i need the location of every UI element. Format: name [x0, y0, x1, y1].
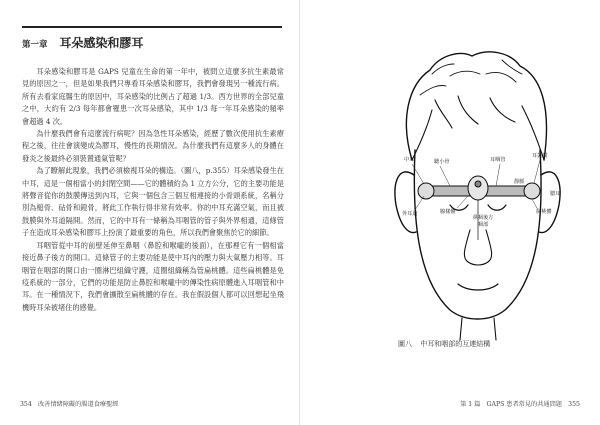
chapter-number: 第一章	[22, 40, 48, 50]
chapter-title: 耳朵感染和膠耳	[59, 36, 144, 50]
label-adenoid: 腺樣體	[440, 209, 456, 215]
paragraph: 耳朵感染和膠耳是 GAPS 兒童在生命的第一年中，被問立這麼多抗生素最常見的原因之一，但是如果我們只專看耳朵感染和膠耳，我們會發現另一種流行病。所有去看家庭醫生的原因中，耳朵感染的比例占了超過 1/3。西方世界的全部兒童之中，大約有 2/3 每年都會罹患一次耳朵感染，其中 1/3 每一年耳朵感染的頻率會超過 4 次。	[22, 67, 284, 126]
chapter-heading	[22, 34, 143, 51]
label-ear-canal: 外耳道	[402, 211, 418, 217]
label-tonsil: 扁桃體	[536, 209, 552, 215]
eustachian-tube-diagram	[418, 176, 540, 240]
mouth	[458, 284, 498, 290]
label-vessel: 靜脈	[514, 179, 525, 185]
label-cochlea: 耳鼓膜	[532, 153, 548, 159]
label-middle-ear: 中耳	[404, 157, 415, 163]
chapter-rule	[22, 26, 282, 28]
figure-caption-text: 中耳和咽部的互連結構	[420, 340, 491, 348]
body-text	[22, 66, 284, 314]
right-ear	[539, 172, 560, 233]
figure-number: 圖八	[398, 340, 412, 348]
paragraph: 為什麼我們會有這麼流行病呢？因為急性耳朵感染，經歷了數次使用抗生素療程之後，往往會演變成為膠耳，慢性的長期情況。為什麼我們有這麼多人的身體在發炎之後最終必須裝置通氣管呢？	[22, 129, 284, 163]
hair-outline	[406, 52, 546, 160]
paragraph: 耳咽管從中耳的前壁延伸至鼻咽（鼻腔和喉嚨的後面），在那裡它有一個相當接近鼻子後方的開口。這條管子的主要功能是使中耳內的壓力與大氣壓力相等。耳咽管在咽部的開口由一圈淋巴組織守護，這圈組織稱為管扁桃體。這些扁桃體是免疫系統的一部分，它們的功能是防止鼻腔和喉嚨中的傳染性病原體進入耳咽管和中耳。在一種情況下，我們會擴散至扁桃體的存在。我在假設個人都可以回想起坐飛機時耳朵被堵住的感覺。	[22, 240, 284, 312]
left-footer: 354 改善情緒障礙的腸道食療聖經	[20, 401, 119, 408]
label-ossicles: 聽小骨	[434, 159, 450, 165]
paragraph: 為了瞭解此現象，我們必須檢視耳朵的構造。（圖八，p.355）耳朵感染發生在中耳，這是一個相當小的封閉空間——它的體積約為 1 立方公分，它的主要功能是將聲音從你的鼓膜傳送到內耳，它與一個包含三個互相連接的小骨頭系統，名稱分別為槌骨、砧骨和鐙骨，將此工作執行得非常有效率。你的中耳充滿空氣，而且被鼓膜與外耳道隔開。然而，它的中耳有一條稱為耳咽管的管子與外界相通，這條管子在造成耳朵感染和膠耳上扮演了最重要的角色，所以我們會聚焦於它的細節。	[22, 166, 284, 238]
right-page	[300, 0, 600, 425]
figure-caption	[398, 339, 490, 349]
left-ear	[395, 172, 416, 233]
label-eardrum: 耳咽管	[490, 157, 506, 163]
label-nasopharynx: 鼻咽後方 咽部	[472, 215, 494, 228]
label-inner: 腮耳	[550, 191, 561, 197]
right-footer: 第 1 篇 GAPS 患者常見的共通問題 355	[460, 401, 580, 408]
